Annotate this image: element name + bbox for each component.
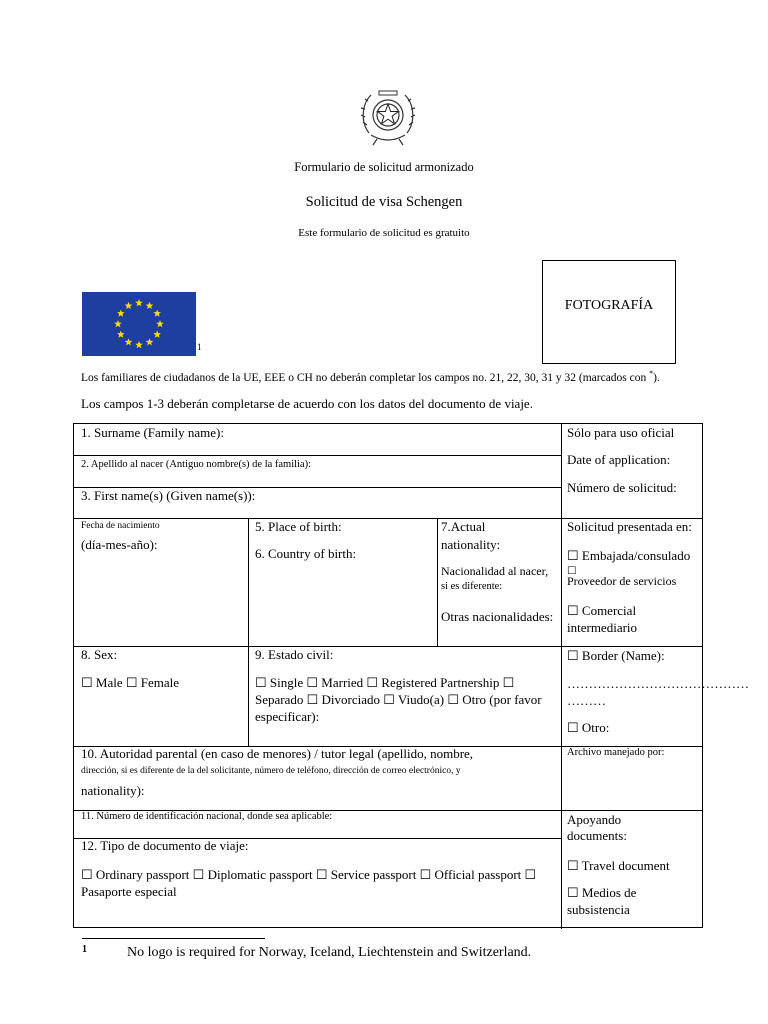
commercial-option[interactable]: ☐ Comercial (567, 603, 637, 618)
form-name: Formulario de solicitud armonizado (294, 160, 474, 174)
field-first-names: 3. First name(s) (Given name(s)): (81, 488, 256, 503)
field-other-nationalities: Otras nacionalidades: (441, 609, 554, 624)
field-national-id: 11. Número de identificación nacional, donde sea aplicable: (81, 811, 333, 822)
field-parental-authority-detail: dirección, si es diferente de la del solicitante, número de teléfono, dirección de correo electrónico, y (81, 766, 461, 776)
field-nationality-b: nationality: (441, 537, 501, 552)
family-members-end: ). (653, 371, 660, 384)
field-dob-format: (día-mes-año): (81, 537, 158, 552)
field-nationality-diff: si es diferente: (441, 581, 503, 592)
eu-star-icon (117, 310, 125, 317)
travel-doc-note: Los campos 1-3 deberán completarse de acuerdo con los datos del documento de viaje. (81, 396, 533, 411)
field-nationality-birth: Nacionalidad al nacer, (441, 564, 549, 578)
travel-document-option[interactable]: ☐ Travel document (567, 858, 670, 873)
embassy-option[interactable]: ☐ Embajada/consulado (567, 548, 691, 563)
supporting-docs-b: documents: (567, 828, 627, 843)
official-use-label: Sólo para uso oficial (567, 425, 675, 440)
family-members-note (81, 369, 660, 384)
field-travel-doc-type: 12. Tipo de documento de viaje: (81, 838, 249, 853)
date-of-application: Date of application: (567, 452, 671, 467)
footnote-divider (82, 938, 265, 939)
eu-star-icon (117, 331, 125, 338)
civil-status-options-3: especificar): (255, 709, 320, 724)
border-dots-1: …………………………………… (567, 676, 749, 691)
field-surname: 1. Surname (Family name): (81, 425, 224, 440)
other-option[interactable]: ☐ Otro: (567, 720, 610, 735)
field-nationality-a: 7.Actual (441, 519, 486, 534)
travel-doc-special[interactable]: Pasaporte especial (81, 884, 177, 899)
italian-emblem-icon (359, 85, 417, 149)
photo-box (542, 260, 676, 364)
border-option[interactable]: ☐ Border (Name): (567, 648, 665, 663)
application-number: Número de solicitud: (567, 480, 677, 495)
free-note: Este formulario de solicitud es gratuito (298, 227, 470, 239)
supporting-docs-a: Apoyando (567, 812, 622, 827)
field-parental-authority: 10. Autoridad parental (en caso de menores) / tutor legal (apellido, nombre, (81, 746, 474, 761)
field-sex: 8. Sex: (81, 647, 118, 662)
photo-label: FOTOGRAFÍA (564, 298, 654, 313)
eu-star-icon (135, 299, 143, 306)
sex-options[interactable]: ☐ Male ☐ Female (81, 675, 180, 690)
footnote-number: 1 (82, 944, 87, 955)
file-handled-by: Archivo manejado por: (567, 747, 665, 758)
border-dots-2: ……… (567, 693, 606, 708)
service-provider-option: Proveedor de servicios (567, 574, 677, 588)
means-of-subsistence-cont: subsistencia (567, 902, 630, 917)
commercial-option-cont: intermediario (567, 620, 638, 635)
family-members-text: Los familiares de ciudadanos de la UE, EEE o CH no deberán completar los campos no. 21, 22, 30, 31 y 32 (marcados con (81, 371, 647, 384)
page-title: Solicitud de visa Schengen (305, 194, 463, 210)
flag-footnote-ref: 1 (197, 342, 202, 352)
field-country-of-birth: 6. Country of birth: (255, 546, 357, 561)
eu-star-icon (125, 338, 133, 345)
field-place-of-birth: 5. Place of birth: (255, 519, 342, 534)
eu-star-icon (146, 302, 154, 309)
eu-star-icon (153, 310, 161, 317)
means-of-subsistence-option[interactable]: ☐ Medios de (567, 885, 637, 900)
asterisk-mark: * (649, 369, 654, 378)
eu-star-icon (135, 341, 143, 348)
civil-status-options-1[interactable]: ☐ Single ☐ Married ☐ Registered Partnership ☐ (255, 675, 515, 690)
eu-star-icon (125, 302, 133, 309)
travel-doc-options[interactable]: ☐ Ordinary passport ☐ Diplomatic passport ☐ Service passport ☐ Official passport ☐ (81, 867, 537, 882)
eu-flag-icon (82, 292, 196, 356)
field-birth-surname: 2. Apellido al nacer (Antiguo nombre(s) de la familia): (81, 459, 312, 470)
footnote-text: No logo is required for Norway, Iceland, Liechtenstein and Switzerland. (127, 945, 532, 960)
eu-star-icon (156, 320, 164, 327)
field-dob-label: Fecha de nacimiento (81, 521, 160, 531)
field-parental-nationality: nationality): (81, 783, 145, 798)
lodged-at: Solicitud presentada en: (567, 519, 692, 534)
civil-status-options-2[interactable]: Separado ☐ Divorciado ☐ Viudo(a) ☐ Otro (por favor (255, 692, 542, 707)
eu-star-icon (153, 331, 161, 338)
field-civil-status: 9. Estado civil: (255, 647, 334, 662)
application-form (73, 423, 749, 928)
eu-star-icon (146, 338, 154, 345)
service-provider-box[interactable]: ☐ (567, 566, 577, 577)
eu-star-icon (114, 320, 122, 327)
